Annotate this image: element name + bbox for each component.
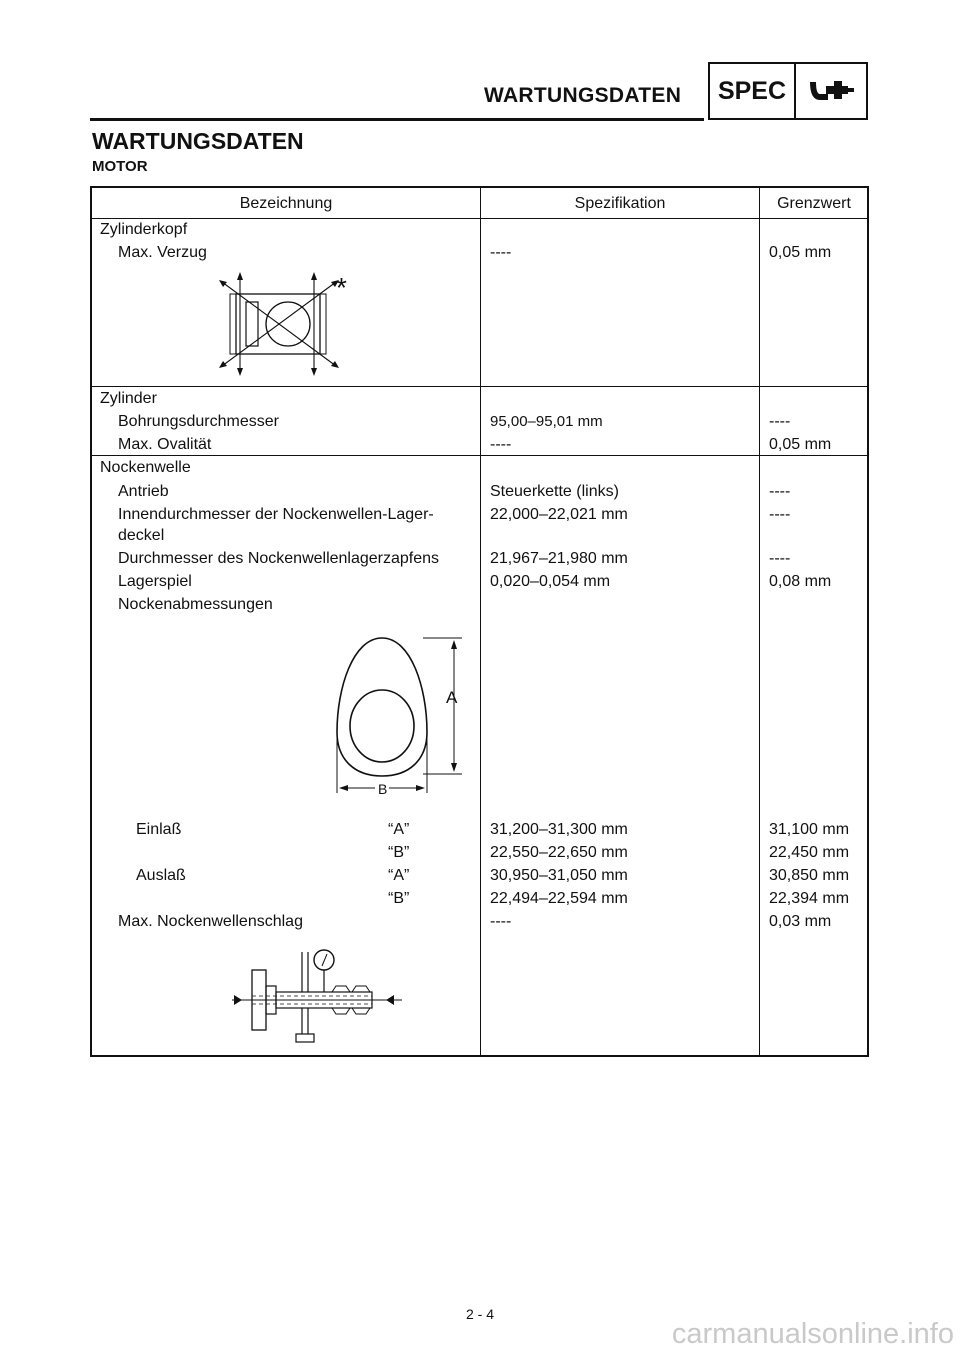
spec-exhaust-b: 22,494–22,594 mm <box>490 890 628 907</box>
spec-cap-id: 22,000–22,021 mm <box>490 506 628 523</box>
lobe-label-b: B <box>378 781 388 797</box>
column-divider <box>759 188 760 1055</box>
spec-ovality: ---- <box>490 436 512 453</box>
spec-max-warp: ---- <box>490 244 512 261</box>
watermark: carmanualsonline.info <box>671 1318 954 1350</box>
label-intake-a: “A” <box>388 821 410 838</box>
group-camshaft: Nockenwelle <box>100 459 191 476</box>
spec-runout: ---- <box>490 913 512 930</box>
label-clearance: Lagerspiel <box>118 573 192 590</box>
limit-intake-a: 31,100 mm <box>769 821 850 838</box>
page-subtitle: MOTOR <box>92 158 148 175</box>
spec-journal: 21,967–21,980 mm <box>490 550 628 567</box>
spec-badge-label: SPEC <box>710 64 796 118</box>
label-intake-b: “B” <box>388 844 410 861</box>
label-lobe: Nockenabmessungen <box>118 596 273 613</box>
limit-clearance: 0,08 mm <box>769 573 832 590</box>
limit-exhaust-a: 30,850 mm <box>769 867 850 884</box>
limit-runout: 0,03 mm <box>769 913 832 930</box>
figure-mark: * <box>336 272 347 303</box>
spec-clearance: 0,020–0,054 mm <box>490 573 611 590</box>
label-drive: Antrieb <box>118 483 169 500</box>
spec-intake-b: 22,550–22,650 mm <box>490 844 628 861</box>
label-bore: Bohrungsdurchmesser <box>118 413 279 430</box>
limit-bore: ---- <box>769 413 791 430</box>
group-cylinder: Zylinder <box>100 390 157 407</box>
header-bezeichnung: Bezeichnung <box>239 195 333 212</box>
column-divider <box>480 188 481 1055</box>
header-spezifikation: Spezifikation <box>574 195 666 212</box>
spec-badge <box>708 62 868 120</box>
row-divider <box>92 455 867 456</box>
label-exhaust-b: “B” <box>388 890 410 907</box>
label-cap-id-line1: Innendurchmesser der Nockenwellen-Lager- <box>118 506 434 523</box>
label-max-warp: Max. Verzug <box>118 244 207 261</box>
limit-exhaust-b: 22,394 mm <box>769 890 850 907</box>
spec-intake-a: 31,200–31,300 mm <box>490 821 628 838</box>
limit-cap-id: ---- <box>769 506 791 523</box>
row-divider <box>92 386 867 387</box>
cam-lobe-figure <box>327 628 477 800</box>
label-runout: Max. Nockenwellenschlag <box>118 913 303 930</box>
header-title: WARTUNGSDATEN <box>484 84 682 107</box>
limit-ovality: 0,05 mm <box>769 436 832 453</box>
header-divider <box>92 218 867 219</box>
spec-table <box>90 186 869 1057</box>
group-cylinder-head: Zylinderkopf <box>100 221 188 238</box>
limit-drive: ---- <box>769 483 791 500</box>
spec-bore: 95,00–95,01 mm <box>490 413 603 430</box>
label-ovality: Max. Ovalität <box>118 436 212 453</box>
limit-journal: ---- <box>769 550 791 567</box>
label-exhaust: Auslaß <box>136 867 186 884</box>
label-intake: Einlaß <box>136 821 182 838</box>
page-title: WARTUNGSDATEN <box>92 128 304 154</box>
spec-drive: Steuerkette (links) <box>490 483 619 500</box>
header-rule <box>90 118 704 121</box>
label-cap-id-line2: deckel <box>118 527 165 544</box>
caliper-icon <box>796 64 866 118</box>
limit-intake-b: 22,450 mm <box>769 844 850 861</box>
lobe-label-a: A <box>446 688 458 707</box>
label-journal: Durchmesser des Nockenwellenlagerzapfens <box>118 550 440 567</box>
limit-max-warp: 0,05 mm <box>769 244 832 261</box>
page-number: 2 - 4 <box>465 1306 494 1322</box>
camshaft-runout-figure <box>232 946 412 1046</box>
spec-exhaust-a: 30,950–31,050 mm <box>490 867 628 884</box>
header-grenzwert: Grenzwert <box>777 195 851 212</box>
label-exhaust-a: “A” <box>388 867 410 884</box>
